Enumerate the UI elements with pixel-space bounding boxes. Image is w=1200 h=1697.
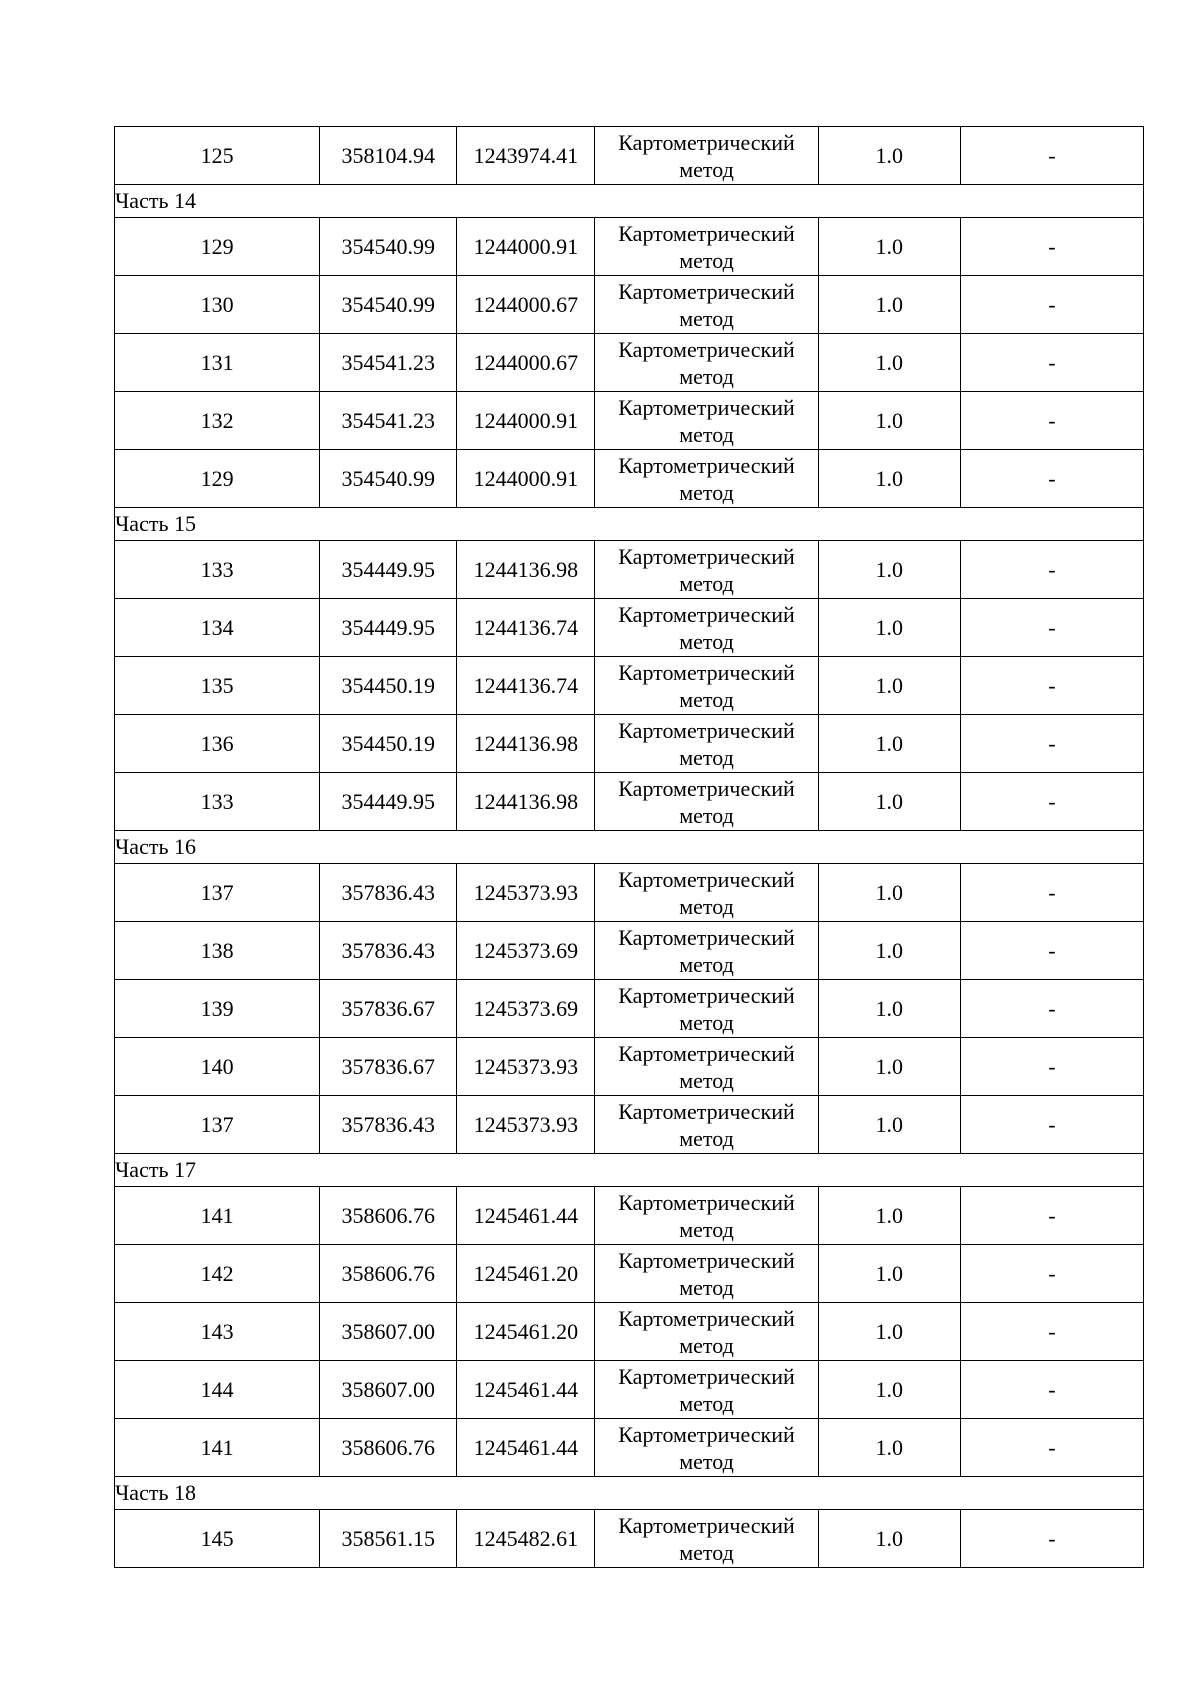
- error-cell: 1.0: [818, 922, 960, 980]
- x-coordinate-cell: 357836.67: [320, 980, 457, 1038]
- method-label: Картометрический метод: [618, 452, 795, 505]
- table-row: [115, 541, 1144, 599]
- method-label: Картометрический метод: [618, 1040, 795, 1093]
- x-coordinate-cell: 354450.19: [320, 657, 457, 715]
- x-coordinate-cell: 358606.76: [320, 1187, 457, 1245]
- point-number-cell: 132: [115, 392, 320, 450]
- method-cell: [595, 1303, 818, 1361]
- x-coordinate-cell: 358561.15: [320, 1510, 457, 1568]
- y-coordinate-cell: 1245461.44: [457, 1361, 595, 1419]
- x-coordinate-cell: 358606.76: [320, 1245, 457, 1303]
- y-coordinate-cell: 1245373.69: [457, 922, 595, 980]
- method-cell: [595, 1361, 818, 1419]
- point-number-cell: 142: [115, 1245, 320, 1303]
- method-cell: [595, 218, 818, 276]
- method-label: Картометрический метод: [618, 278, 795, 331]
- section-label: Часть 18: [115, 1477, 1144, 1510]
- error-cell: 1.0: [818, 1419, 960, 1477]
- x-coordinate-cell: 358607.00: [320, 1361, 457, 1419]
- table-row: [115, 1038, 1144, 1096]
- point-number-cell: 129: [115, 450, 320, 508]
- method-label: Картометрический метод: [618, 717, 795, 770]
- method-cell: [595, 922, 818, 980]
- x-coordinate-cell: 357836.43: [320, 1096, 457, 1154]
- point-number-cell: 140: [115, 1038, 320, 1096]
- error-cell: 1.0: [818, 773, 960, 831]
- error-cell: 1.0: [818, 1361, 960, 1419]
- y-coordinate-cell: 1245482.61: [457, 1510, 595, 1568]
- method-label: Картометрический метод: [618, 601, 795, 654]
- y-coordinate-cell: 1245461.44: [457, 1419, 595, 1477]
- note-cell: -: [960, 1510, 1143, 1568]
- x-coordinate-cell: 354449.95: [320, 599, 457, 657]
- method-label: Картометрический метод: [618, 924, 795, 977]
- x-coordinate-cell: 354541.23: [320, 334, 457, 392]
- note-cell: -: [960, 392, 1143, 450]
- y-coordinate-cell: 1244136.98: [457, 541, 595, 599]
- y-coordinate-cell: 1245373.93: [457, 864, 595, 922]
- table-row: [115, 334, 1144, 392]
- method-label: Картометрический метод: [618, 1421, 795, 1474]
- method-label: Картометрический метод: [618, 1098, 795, 1151]
- error-cell: 1.0: [818, 864, 960, 922]
- table-row: [115, 276, 1144, 334]
- method-cell: [595, 1510, 818, 1568]
- note-cell: -: [960, 773, 1143, 831]
- method-label: Картометрический метод: [618, 1247, 795, 1300]
- x-coordinate-cell: 358607.00: [320, 1303, 457, 1361]
- x-coordinate-cell: 354540.99: [320, 450, 457, 508]
- point-number-cell: 141: [115, 1419, 320, 1477]
- error-cell: 1.0: [818, 1038, 960, 1096]
- point-number-cell: 130: [115, 276, 320, 334]
- point-number-cell: 143: [115, 1303, 320, 1361]
- note-cell: -: [960, 1361, 1143, 1419]
- error-cell: 1.0: [818, 657, 960, 715]
- x-coordinate-cell: 354541.23: [320, 392, 457, 450]
- table-row: [115, 127, 1144, 185]
- point-number-cell: 138: [115, 922, 320, 980]
- point-number-cell: 139: [115, 980, 320, 1038]
- method-cell: [595, 127, 818, 185]
- note-cell: -: [960, 599, 1143, 657]
- error-cell: 1.0: [818, 980, 960, 1038]
- method-label: Картометрический метод: [618, 543, 795, 596]
- note-cell: -: [960, 334, 1143, 392]
- point-number-cell: 129: [115, 218, 320, 276]
- point-number-cell: 137: [115, 1096, 320, 1154]
- method-label: Картометрический метод: [618, 1363, 795, 1416]
- x-coordinate-cell: 357836.43: [320, 864, 457, 922]
- method-cell: [595, 773, 818, 831]
- method-cell: [595, 392, 818, 450]
- x-coordinate-cell: 354540.99: [320, 276, 457, 334]
- x-coordinate-cell: 354449.95: [320, 773, 457, 831]
- method-cell: [595, 1096, 818, 1154]
- point-number-cell: 125: [115, 127, 320, 185]
- method-cell: [595, 1245, 818, 1303]
- method-label: Картометрический метод: [618, 659, 795, 712]
- table-row: [115, 1419, 1144, 1477]
- error-cell: 1.0: [818, 541, 960, 599]
- table-row: [115, 980, 1144, 1038]
- y-coordinate-cell: 1244136.74: [457, 599, 595, 657]
- x-coordinate-cell: 358606.76: [320, 1419, 457, 1477]
- error-cell: 1.0: [818, 1187, 960, 1245]
- method-label: Картометрический метод: [618, 1189, 795, 1242]
- error-cell: 1.0: [818, 715, 960, 773]
- point-number-cell: 133: [115, 541, 320, 599]
- method-cell: [595, 864, 818, 922]
- section-header-row: [115, 831, 1144, 864]
- y-coordinate-cell: 1244000.67: [457, 276, 595, 334]
- point-number-cell: 145: [115, 1510, 320, 1568]
- point-number-cell: 134: [115, 599, 320, 657]
- method-cell: [595, 599, 818, 657]
- error-cell: 1.0: [818, 599, 960, 657]
- table-row: [115, 1096, 1144, 1154]
- method-cell: [595, 980, 818, 1038]
- table-row: [115, 1245, 1144, 1303]
- method-cell: [595, 450, 818, 508]
- method-label: Картометрический метод: [618, 866, 795, 919]
- point-number-cell: 135: [115, 657, 320, 715]
- note-cell: -: [960, 1096, 1143, 1154]
- table-row: [115, 599, 1144, 657]
- note-cell: -: [960, 276, 1143, 334]
- table-row: [115, 715, 1144, 773]
- table-row: [115, 773, 1144, 831]
- error-cell: 1.0: [818, 450, 960, 508]
- method-label: Картометрический метод: [618, 394, 795, 447]
- method-label: Картометрический метод: [618, 129, 795, 182]
- error-cell: 1.0: [818, 1303, 960, 1361]
- section-header-row: [115, 1477, 1144, 1510]
- point-number-cell: 137: [115, 864, 320, 922]
- method-cell: [595, 541, 818, 599]
- method-cell: [595, 1419, 818, 1477]
- error-cell: 1.0: [818, 392, 960, 450]
- x-coordinate-cell: 354449.95: [320, 541, 457, 599]
- note-cell: -: [960, 715, 1143, 773]
- x-coordinate-cell: 357836.43: [320, 922, 457, 980]
- error-cell: 1.0: [818, 1096, 960, 1154]
- table-row: [115, 922, 1144, 980]
- error-cell: 1.0: [818, 218, 960, 276]
- section-label: Часть 15: [115, 508, 1144, 541]
- note-cell: -: [960, 980, 1143, 1038]
- method-cell: [595, 657, 818, 715]
- x-coordinate-cell: 354450.19: [320, 715, 457, 773]
- y-coordinate-cell: 1245461.20: [457, 1303, 595, 1361]
- method-label: Картометрический метод: [618, 336, 795, 389]
- y-coordinate-cell: 1244000.91: [457, 218, 595, 276]
- note-cell: -: [960, 1187, 1143, 1245]
- y-coordinate-cell: 1245461.44: [457, 1187, 595, 1245]
- method-label: Картометрический метод: [618, 220, 795, 273]
- x-coordinate-cell: 354540.99: [320, 218, 457, 276]
- note-cell: -: [960, 541, 1143, 599]
- point-number-cell: 144: [115, 1361, 320, 1419]
- method-cell: [595, 1038, 818, 1096]
- method-label: Картометрический метод: [618, 1305, 795, 1358]
- note-cell: -: [960, 1303, 1143, 1361]
- section-header-row: [115, 508, 1144, 541]
- section-label: Часть 14: [115, 185, 1144, 218]
- x-coordinate-cell: 357836.67: [320, 1038, 457, 1096]
- table-row: [115, 1303, 1144, 1361]
- note-cell: -: [960, 218, 1143, 276]
- error-cell: 1.0: [818, 334, 960, 392]
- point-number-cell: 136: [115, 715, 320, 773]
- y-coordinate-cell: 1244000.91: [457, 392, 595, 450]
- method-cell: [595, 715, 818, 773]
- table-row: [115, 1361, 1144, 1419]
- point-number-cell: 133: [115, 773, 320, 831]
- y-coordinate-cell: 1245461.20: [457, 1245, 595, 1303]
- y-coordinate-cell: 1245373.69: [457, 980, 595, 1038]
- note-cell: -: [960, 1419, 1143, 1477]
- error-cell: 1.0: [818, 1245, 960, 1303]
- table-row: [115, 450, 1144, 508]
- method-label: Картометрический метод: [618, 775, 795, 828]
- coordinates-table-body: [115, 127, 1144, 1568]
- coordinates-table: [114, 126, 1144, 1568]
- note-cell: -: [960, 127, 1143, 185]
- section-header-row: [115, 1154, 1144, 1187]
- y-coordinate-cell: 1244000.67: [457, 334, 595, 392]
- error-cell: 1.0: [818, 276, 960, 334]
- method-cell: [595, 276, 818, 334]
- y-coordinate-cell: 1244000.91: [457, 450, 595, 508]
- note-cell: -: [960, 1038, 1143, 1096]
- table-row: [115, 657, 1144, 715]
- method-cell: [595, 1187, 818, 1245]
- table-row: [115, 1510, 1144, 1568]
- x-coordinate-cell: 358104.94: [320, 127, 457, 185]
- note-cell: -: [960, 450, 1143, 508]
- y-coordinate-cell: 1245373.93: [457, 1038, 595, 1096]
- y-coordinate-cell: 1245373.93: [457, 1096, 595, 1154]
- table-row: [115, 218, 1144, 276]
- y-coordinate-cell: 1244136.98: [457, 715, 595, 773]
- error-cell: 1.0: [818, 1510, 960, 1568]
- note-cell: -: [960, 657, 1143, 715]
- section-header-row: [115, 185, 1144, 218]
- table-row: [115, 1187, 1144, 1245]
- note-cell: -: [960, 922, 1143, 980]
- y-coordinate-cell: 1244136.74: [457, 657, 595, 715]
- y-coordinate-cell: 1243974.41: [457, 127, 595, 185]
- section-label: Часть 17: [115, 1154, 1144, 1187]
- method-label: Картометрический метод: [618, 982, 795, 1035]
- table-row: [115, 392, 1144, 450]
- point-number-cell: 131: [115, 334, 320, 392]
- point-number-cell: 141: [115, 1187, 320, 1245]
- method-cell: [595, 334, 818, 392]
- method-label: Картометрический метод: [618, 1512, 795, 1565]
- table-row: [115, 864, 1144, 922]
- section-label: Часть 16: [115, 831, 1144, 864]
- y-coordinate-cell: 1244136.98: [457, 773, 595, 831]
- note-cell: -: [960, 1245, 1143, 1303]
- note-cell: -: [960, 864, 1143, 922]
- error-cell: 1.0: [818, 127, 960, 185]
